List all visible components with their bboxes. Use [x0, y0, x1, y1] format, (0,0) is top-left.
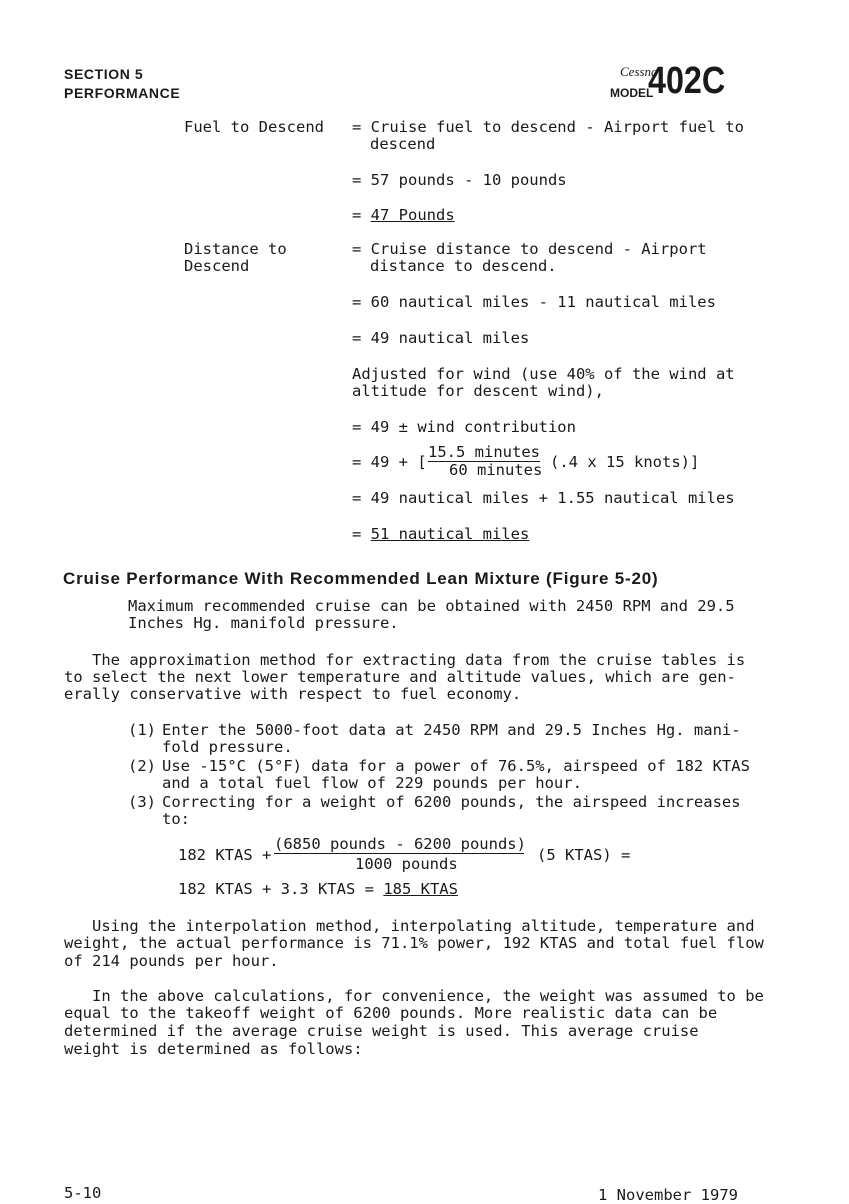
fuel-result: 47 Pounds — [370, 206, 455, 224]
cruise-p3-line-1: Using the interpolation method, interpolating altitude, temperature and — [92, 917, 755, 935]
distance-label-1: Distance to — [184, 240, 287, 258]
wind-fraction-numerator: 15.5 minutes — [428, 443, 540, 461]
distance-mid: = 49 nautical miles — [352, 329, 530, 347]
calc-fraction-bar — [274, 853, 524, 854]
step-number: (1) — [128, 721, 156, 739]
fuel-result-line — [352, 206, 455, 224]
revision-date: 1 November 1979 — [598, 1186, 738, 1204]
fuel-line-2: descend — [370, 135, 436, 153]
cruise-p1-line-1: Maximum recommended cruise can be obtained with 2450 RPM and 29.5 — [128, 597, 735, 615]
calc-result-line — [178, 880, 458, 898]
cruise-p4-line-1: In the above calculations, for convenience, the weight was assumed to be — [92, 987, 764, 1005]
fuel-line-1: = Cruise fuel to descend - Airport fuel to — [352, 118, 744, 136]
step-line: to: — [162, 810, 190, 828]
wind-sum: = 49 nautical miles + 1.55 nautical miles — [352, 489, 735, 507]
wind-line-2: altitude for descent wind), — [352, 382, 604, 400]
cruise-p4-line-3: determined if the average cruise weight is used. This average cruise — [64, 1022, 699, 1040]
cruise-p1-line-2: Inches Hg. manifold pressure. — [128, 614, 399, 632]
calc-result: 185 KTAS — [383, 880, 458, 898]
wind-fraction-denominator: 60 minutes — [449, 461, 543, 479]
wind-formula-suffix: (.4 x 15 knots)] — [550, 453, 700, 471]
distance-line-1: = Cruise distance to descend - Airport — [352, 240, 707, 258]
calc-fraction-denominator: 1000 pounds — [355, 855, 458, 873]
equals-sign: = — [352, 525, 371, 543]
step-number: (2) — [128, 757, 156, 775]
calc-fraction-numerator: (6850 pounds - 6200 pounds) — [274, 835, 526, 853]
model-number: 402C — [648, 60, 726, 102]
wind-formula-prefix: = 49 + [ — [352, 453, 427, 471]
section-label: SECTION 5 — [64, 66, 144, 82]
step-line: and a total fuel flow of 229 pounds per hour. — [162, 774, 582, 792]
cruise-p3-line-3: of 214 pounds per hour. — [64, 952, 279, 970]
wind-contribution: = 49 ± wind contribution — [352, 418, 576, 436]
model-label: MODEL — [610, 86, 654, 100]
wind-line-1: Adjusted for wind (use 40% of the wind at — [352, 365, 735, 383]
cruise-p2-line-1: The approximation method for extracting data from the cruise tables is — [92, 651, 746, 669]
calc-suffix: (5 KTAS) = — [537, 846, 631, 864]
cruise-p4-line-4: weight is determined as follows: — [64, 1040, 363, 1058]
wind-result-line — [352, 525, 529, 543]
distance-calc: = 60 nautical miles - 11 nautical miles — [352, 293, 716, 311]
calc-result-prefix: 182 KTAS + 3.3 KTAS = — [178, 880, 384, 898]
step-number: (3) — [128, 793, 156, 811]
page-number: 5-10 — [64, 1184, 102, 1202]
section-title: PERFORMANCE — [64, 85, 181, 101]
cruise-heading: Cruise Performance With Recommended Lean Mixture (Figure 5-20) — [63, 569, 659, 588]
step-line: fold pressure. — [162, 738, 293, 756]
step-line: Use -15°C (5°F) data for a power of 76.5%, airspeed of 182 KTAS — [162, 757, 750, 775]
cessna-logo: Cessna — [620, 64, 658, 79]
cruise-p4-line-2: equal to the takeoff weight of 6200 pounds. More realistic data can be — [64, 1004, 718, 1022]
fuel-calc: = 57 pounds - 10 pounds — [352, 171, 567, 189]
cruise-p2-line-2: to select the next lower temperature and altitude values, which are gen- — [64, 668, 736, 686]
cruise-p2-line-3: erally conservative with respect to fuel economy. — [64, 685, 522, 703]
equals-sign: = — [352, 206, 371, 224]
fuel-label: Fuel to Descend — [184, 118, 324, 136]
distance-line-2: distance to descend. — [370, 257, 557, 275]
calc-prefix: 182 KTAS + — [178, 846, 272, 864]
distance-label-2: Descend — [184, 257, 250, 275]
step-line: Enter the 5000-foot data at 2450 RPM and 29.5 Inches Hg. mani- — [162, 721, 741, 739]
cruise-p3-line-2: weight, the actual performance is 71.1% power, 192 KTAS and total fuel flow — [64, 934, 764, 952]
wind-result: 51 nautical miles — [370, 525, 530, 543]
step-line: Correcting for a weight of 6200 pounds, the airspeed increases — [162, 793, 741, 811]
